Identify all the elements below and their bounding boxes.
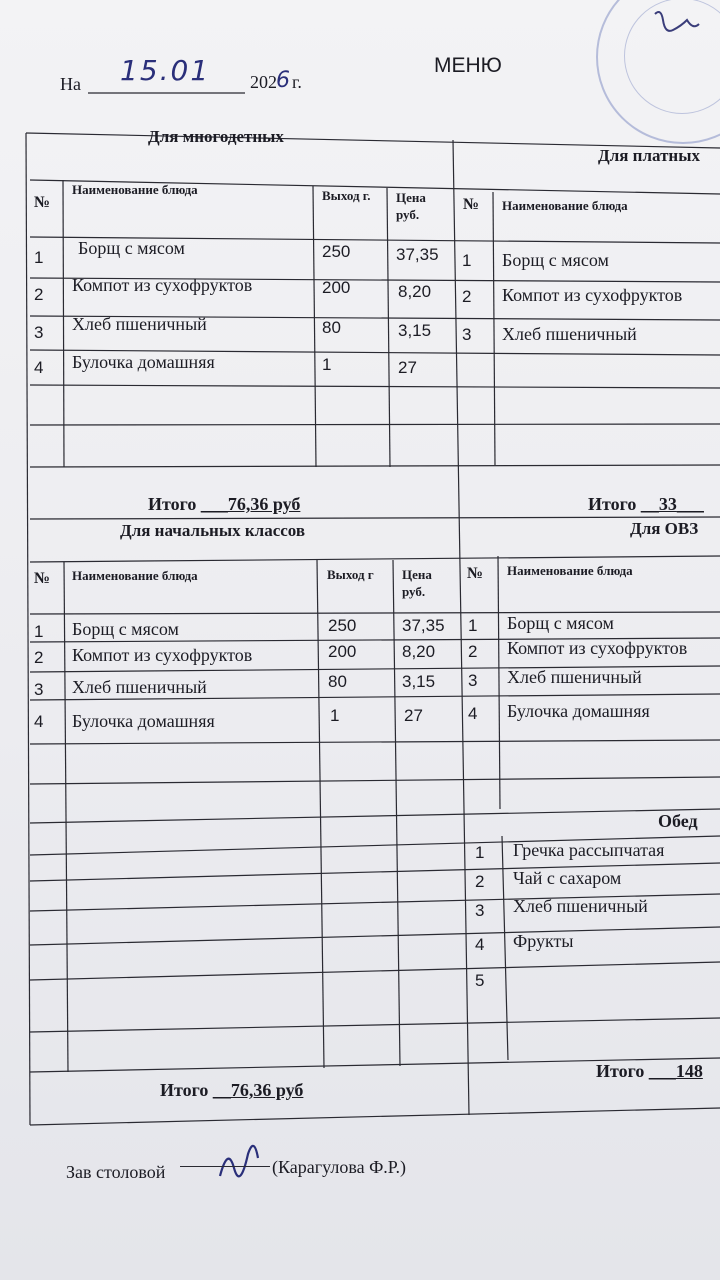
row-dish: Хлеб пшеничный xyxy=(502,324,637,344)
row-yield: 200 xyxy=(328,642,357,661)
col-yield: Выход г xyxy=(327,567,374,582)
total-label: Итого xyxy=(148,494,197,514)
row-no: 3 xyxy=(475,901,485,920)
row-price: 37,35 xyxy=(396,245,439,264)
row-no: 3 xyxy=(34,323,44,342)
row-dish: Компот из сухофруктов xyxy=(72,275,253,295)
section-title-large-families: Для многодетных xyxy=(148,127,284,146)
row-price: 37,35 xyxy=(402,616,445,635)
row-dish: Борщ с мясом xyxy=(507,613,614,633)
col-price: Цена руб. xyxy=(402,567,432,599)
row-dish: Хлеб пшеничный xyxy=(72,677,207,697)
total-label: Итого xyxy=(588,494,637,514)
col-no: № xyxy=(463,196,480,213)
row-no: 1 xyxy=(475,843,485,862)
year-handwritten: 6 xyxy=(276,68,290,93)
footer-label: Зав столовой xyxy=(66,1162,166,1182)
footer-name: (Карагулова Ф.Р.) xyxy=(272,1157,407,1177)
row-no: 3 xyxy=(468,671,478,690)
row-no: 1 xyxy=(34,622,44,641)
col-no: № xyxy=(467,565,484,582)
col-name: Наименование блюда xyxy=(507,563,633,578)
row-price: 3,15 xyxy=(398,321,432,340)
row-dish: Борщ с мясом xyxy=(78,238,185,258)
row-no: 2 xyxy=(34,648,44,667)
row-price: 27 xyxy=(404,706,423,725)
row-yield: 1 xyxy=(322,355,332,374)
row-price: 8,20 xyxy=(402,642,436,661)
col-yield: Выход г. xyxy=(322,188,371,203)
row-price: 8,20 xyxy=(398,282,432,301)
row-dish: Хлеб пшеничный xyxy=(507,667,642,687)
row-no: 1 xyxy=(462,251,472,270)
row-yield: 1 xyxy=(330,706,340,725)
section-title-ovz: Для ОВЗ xyxy=(630,519,699,538)
row-yield: 80 xyxy=(328,672,347,691)
year-suffix: г. xyxy=(292,72,302,92)
total-large-families xyxy=(148,494,300,515)
row-no: 3 xyxy=(462,325,472,344)
col-no: № xyxy=(34,194,51,211)
row-dish: Фрукты xyxy=(513,931,574,951)
total-value: ___148 xyxy=(648,1061,703,1081)
row-yield: 80 xyxy=(322,318,341,337)
row-dish: Гречка рассыпчатая xyxy=(513,840,665,860)
row-yield: 200 xyxy=(322,278,351,297)
row-no: 2 xyxy=(475,872,485,891)
total-value: __76,36 руб xyxy=(212,1080,304,1100)
date-handwritten: 15.01 xyxy=(120,54,211,87)
row-dish: Борщ с мясом xyxy=(502,250,609,270)
date-prefix: На xyxy=(60,74,81,94)
row-no: 4 xyxy=(468,704,478,723)
signature-line xyxy=(180,1166,270,1167)
row-dish: Булочка домашняя xyxy=(507,701,650,721)
row-price: 3,15 xyxy=(402,672,436,691)
page-title: МЕНЮ xyxy=(434,54,502,77)
row-no: 4 xyxy=(475,935,485,954)
total-paid xyxy=(588,494,704,515)
row-dish: Чай с сахаром xyxy=(513,868,622,888)
row-no: 4 xyxy=(34,712,44,731)
total-value: __33___ xyxy=(640,494,704,514)
row-dish: Булочка домашняя xyxy=(72,352,215,372)
row-dish: Борщ с мясом xyxy=(72,619,179,639)
row-no: 3 xyxy=(34,680,44,699)
section-title-lunch: Обед xyxy=(658,811,698,831)
col-no: № xyxy=(34,570,51,587)
row-no: 1 xyxy=(34,248,44,267)
col-name: Наименование блюда xyxy=(502,198,628,213)
row-dish: Компот из сухофруктов xyxy=(502,285,683,305)
col-name: Наименование блюда xyxy=(72,568,198,583)
row-no: 5 xyxy=(475,971,485,990)
row-yield: 250 xyxy=(328,616,357,635)
col-price: Цена руб. xyxy=(396,190,426,222)
row-no: 4 xyxy=(34,358,44,377)
total-primary xyxy=(160,1080,303,1101)
row-no: 2 xyxy=(462,287,472,306)
section-title-paid: Для платных xyxy=(598,146,700,165)
total-lunch xyxy=(596,1061,703,1082)
total-value: ___76,36 руб xyxy=(200,494,301,514)
row-no: 2 xyxy=(468,642,478,661)
row-dish: Компот из сухофруктов xyxy=(72,645,253,665)
row-dish: Компот из сухофруктов xyxy=(507,638,688,658)
col-name: Наименование блюда xyxy=(72,182,198,197)
row-no: 2 xyxy=(34,285,44,304)
total-label: Итого xyxy=(596,1061,645,1081)
section-title-primary: Для начальных классов xyxy=(120,521,306,540)
row-price: 27 xyxy=(398,358,417,377)
row-no: 1 xyxy=(468,616,478,635)
row-dish: Хлеб пшеничный xyxy=(513,896,648,916)
year-printed: 202 xyxy=(250,72,277,92)
row-yield: 250 xyxy=(322,242,351,261)
row-dish: Булочка домашняя xyxy=(72,711,215,731)
total-label: Итого xyxy=(160,1080,209,1100)
row-dish: Хлеб пшеничный xyxy=(72,314,207,334)
